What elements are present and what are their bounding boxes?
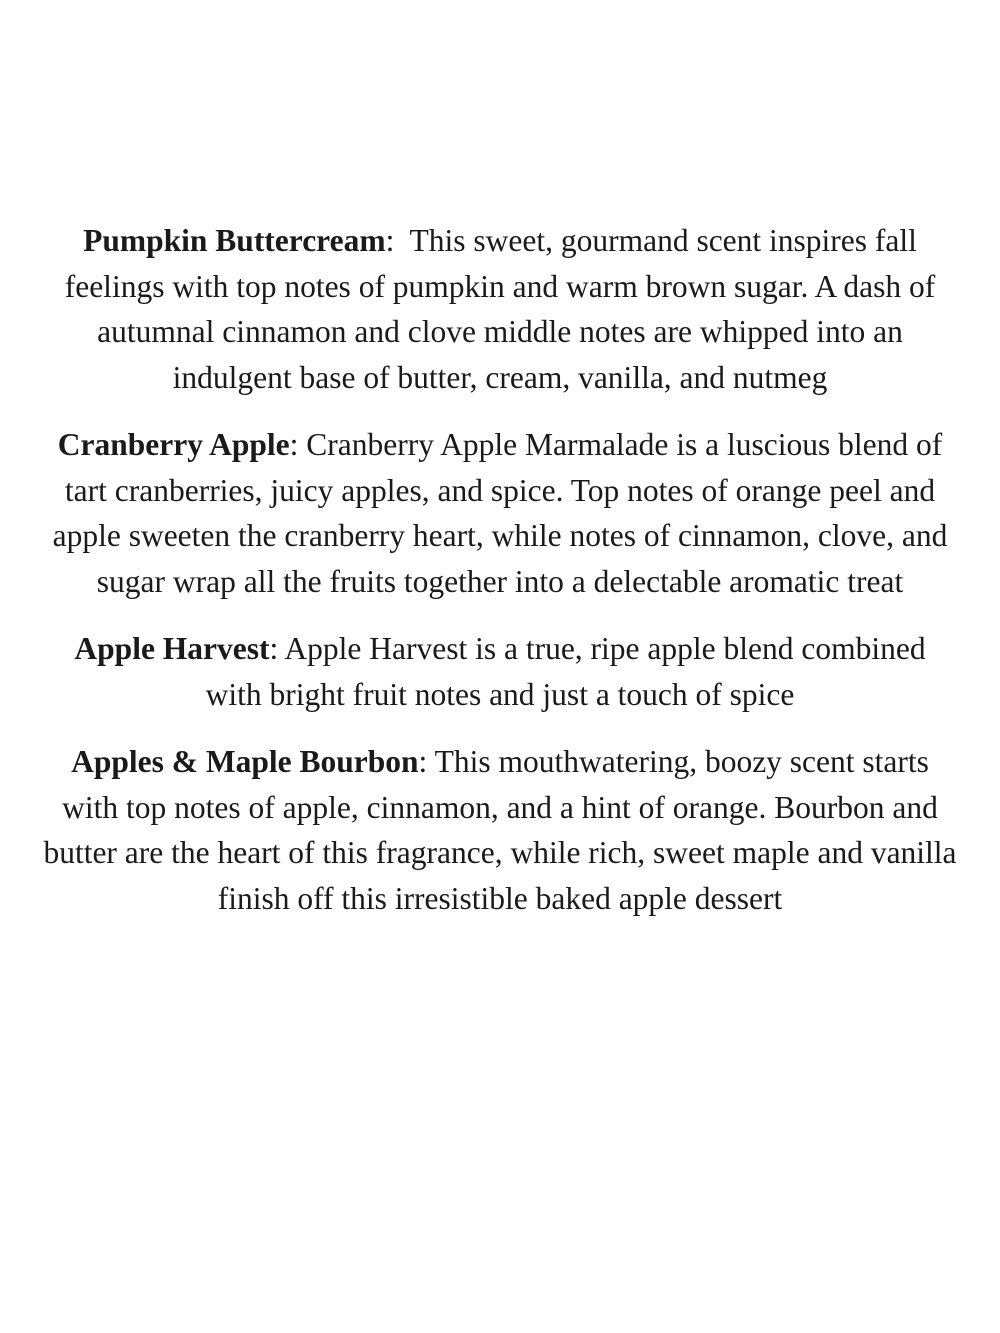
scent-descriptions xyxy=(0,218,1000,943)
scent-name: Apples & Maple Bourbon xyxy=(71,744,419,779)
scent-separator: : xyxy=(289,427,307,462)
scent-name: Pumpkin Buttercream xyxy=(83,223,386,258)
scent-name: Cranberry Apple xyxy=(57,427,290,462)
scent-separator: : xyxy=(385,223,410,258)
scent-separator: : xyxy=(269,631,285,666)
scent-description: Apple Harvest is a true, ripe apple blend combined with bright fruit notes and just a touch of spice xyxy=(205,631,926,712)
scent-name: Apple Harvest xyxy=(74,631,270,666)
scent-pumpkin-buttercream xyxy=(50,218,950,400)
scent-cranberry-apple xyxy=(40,422,960,604)
scent-separator: : xyxy=(418,744,435,779)
scent-description: Cranberry Apple Marmalade is a luscious blend of tart cranberries, juicy apples, and spice. Top notes of orange peel and apple sweeten the cranberry heart, while notes of cinnamon, clove, and sugar wrap all the fruits together into a delectable aromatic treat xyxy=(52,427,948,599)
scent-apple-harvest xyxy=(60,626,940,717)
scent-description: This mouthwatering, boozy scent starts with top notes of apple, cinnamon, and a hint of orange. Bourbon and butter are the heart of this fragrance, while rich, sweet maple and vanilla finish off this irresistible baked apple dessert xyxy=(43,744,957,916)
scent-description: This sweet, gourmand scent inspires fall feelings with top notes of pumpkin and warm brown sugar. A dash of autumnal cinnamon and clove middle notes are whipped into an indulgent base of butter, cream, vanilla, and nutmeg xyxy=(64,223,936,395)
scent-apples-maple-bourbon xyxy=(40,739,960,921)
